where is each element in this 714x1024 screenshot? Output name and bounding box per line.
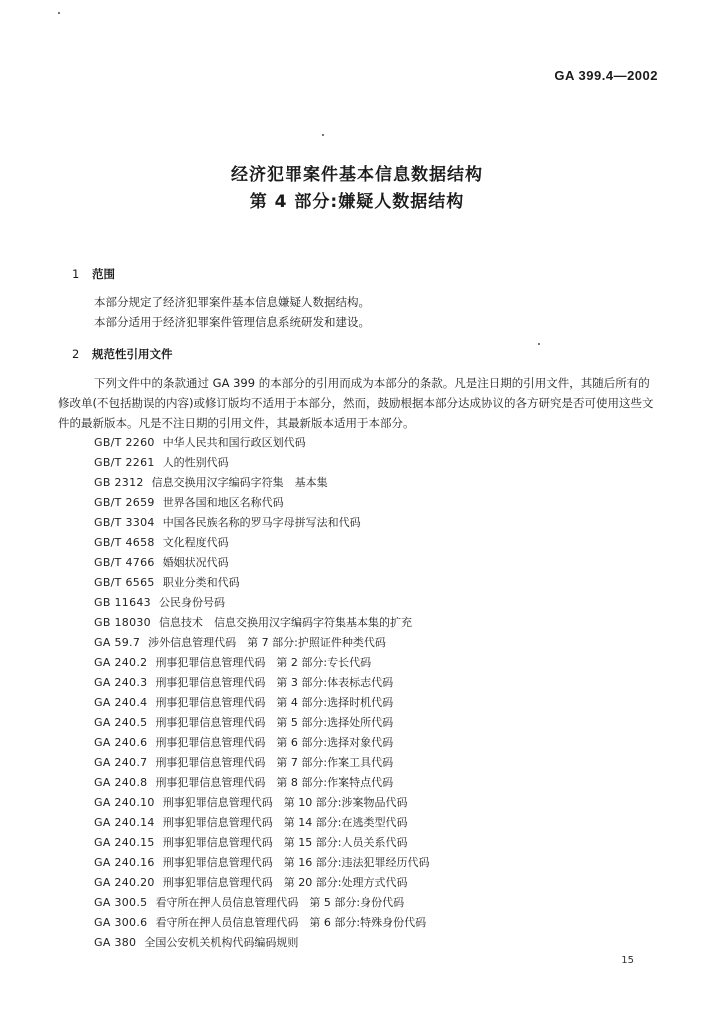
reference-code: GA 240.4: [94, 696, 148, 709]
reference-item: [94, 513, 429, 533]
reference-code: GA 240.15: [94, 836, 155, 849]
reference-code: GB/T 4766: [94, 556, 155, 569]
reference-code: GB/T 2261: [94, 456, 155, 469]
reference-title: 信息交换用汉字编码字符集 基本集: [151, 476, 328, 489]
reference-item: [94, 793, 429, 813]
reference-title: 刑事犯罪信息管理代码 第 15 部分:人员关系代码: [162, 836, 408, 849]
reference-title: 看守所在押人员信息管理代码 第 6 部分:特殊身份代码: [155, 916, 427, 929]
reference-title: 刑事犯罪信息管理代码 第 5 部分:选择处所代码: [155, 716, 394, 729]
reference-item: [94, 713, 429, 733]
reference-title: 刑事犯罪信息管理代码 第 10 部分:涉案物品代码: [162, 796, 408, 809]
reference-code: GA 380: [94, 936, 137, 949]
reference-item: [94, 753, 429, 773]
paragraph: 本部分规定了经济犯罪案件基本信息嫌疑人数据结构。: [94, 295, 370, 309]
reference-item: [94, 773, 429, 793]
reference-code: GB/T 2260: [94, 436, 155, 449]
reference-item: [94, 673, 429, 693]
reference-code: GA 300.5: [94, 896, 148, 909]
standard-code: GA 399.4—2002: [554, 68, 658, 83]
reference-code: GA 240.20: [94, 876, 155, 889]
reference-item: [94, 693, 429, 713]
reference-item: [94, 913, 429, 933]
reference-title: 刑事犯罪信息管理代码 第 14 部分:在逃类型代码: [162, 816, 408, 829]
reference-item: [94, 553, 429, 573]
reference-title: 刑事犯罪信息管理代码 第 4 部分:选择时机代码: [155, 696, 394, 709]
paragraph: 下列文件中的条款通过 GA 399 的本部分的引用而成为本部分的条款。凡是注日期的引用文件，其随后所有的修改单(不包括勘误的内容)或修订版均不适用于本部分，然而，鼓励根据本部分达成协议的各方研究是否可使用这些文件的最新版本。凡是不注日期的引用文件，其最新版本适用于本部分。: [58, 376, 654, 430]
document-title-line1: 经济犯罪案件基本信息数据结构: [231, 165, 483, 185]
reference-item: [94, 653, 429, 673]
reference-code: GA 240.6: [94, 736, 148, 749]
reference-title: 看守所在押人员信息管理代码 第 5 部分:身份代码: [155, 896, 405, 909]
reference-code: GB 11643: [94, 596, 151, 609]
scan-speck: [58, 12, 60, 14]
reference-title: 信息技术 信息交换用汉字编码字符集基本集的扩充: [158, 616, 412, 629]
reference-code: GA 240.2: [94, 656, 148, 669]
reference-title: 刑事犯罪信息管理代码 第 20 部分:处理方式代码: [162, 876, 408, 889]
reference-item: [94, 613, 429, 633]
reference-code: GB/T 6565: [94, 576, 155, 589]
section-references-body: [58, 373, 658, 433]
reference-code: GB/T 4658: [94, 536, 155, 549]
reference-code: GA 240.16: [94, 856, 155, 869]
reference-title: 刑事犯罪信息管理代码 第 8 部分:作案特点代码: [155, 776, 394, 789]
section-scope-body: [58, 292, 658, 332]
reference-title: 刑事犯罪信息管理代码 第 7 部分:作案工具代码: [155, 756, 394, 769]
reference-code: GB/T 2659: [94, 496, 155, 509]
page-number: 15: [621, 955, 634, 966]
reference-item: [94, 473, 429, 493]
reference-code: GB 2312: [94, 476, 144, 489]
reference-item: [94, 733, 429, 753]
reference-code: GB/T 3304: [94, 516, 155, 529]
section-number: 2: [72, 347, 80, 361]
document-title-line2: 第 4 部分:嫌疑人数据结构: [249, 192, 465, 212]
reference-code: GA 300.6: [94, 916, 148, 929]
reference-item: [94, 853, 429, 873]
reference-item: [94, 833, 429, 853]
reference-title: 人的性别代码: [162, 456, 229, 469]
reference-code: GA 240.10: [94, 796, 155, 809]
reference-item: [94, 813, 429, 833]
reference-item: [94, 573, 429, 593]
reference-title: 文化程度代码: [162, 536, 229, 549]
reference-code: GA 240.7: [94, 756, 148, 769]
reference-code: GA 240.3: [94, 676, 148, 689]
reference-title: 全国公安机关机构代码编码规则: [144, 936, 299, 949]
reference-title: 中华人民共和国行政区划代码: [162, 436, 306, 449]
reference-title: 刑事犯罪信息管理代码 第 6 部分:选择对象代码: [155, 736, 394, 749]
reference-code: GB 18030: [94, 616, 151, 629]
reference-code: GA 240.14: [94, 816, 155, 829]
reference-list: [94, 433, 429, 953]
scan-speck: [322, 134, 324, 136]
reference-title: 婚姻状况代码: [162, 556, 229, 569]
section-title: 规范性引用文件: [92, 347, 173, 361]
section-number: 1: [72, 267, 80, 281]
paragraph: 本部分适用于经济犯罪案件管理信息系统研发和建设。: [94, 315, 370, 329]
reference-item: [94, 533, 429, 553]
section-heading-scope: [72, 266, 115, 282]
reference-item: [94, 893, 429, 913]
reference-code: GA 240.8: [94, 776, 148, 789]
reference-title: 世界各国和地区名称代码: [162, 496, 284, 509]
reference-item: [94, 493, 429, 513]
reference-item: [94, 633, 429, 653]
reference-title: 中国各民族名称的罗马字母拼写法和代码: [162, 516, 361, 529]
reference-item: [94, 433, 429, 453]
reference-code: GA 240.5: [94, 716, 148, 729]
reference-title: 刑事犯罪信息管理代码 第 2 部分:专长代码: [155, 656, 372, 669]
section-heading-normative-references: [72, 346, 173, 362]
reference-code: GA 59.7: [94, 636, 141, 649]
reference-item: [94, 453, 429, 473]
reference-item: [94, 593, 429, 613]
reference-title: 公民身份号码: [158, 596, 225, 609]
reference-item: [94, 873, 429, 893]
section-title: 范围: [92, 267, 115, 281]
scan-speck: [538, 343, 540, 345]
reference-title: 职业分类和代码: [162, 576, 240, 589]
reference-item: [94, 933, 429, 953]
reference-title: 刑事犯罪信息管理代码 第 16 部分:违法犯罪经历代码: [162, 856, 430, 869]
reference-title: 涉外信息管理代码 第 7 部分:护照证件种类代码: [148, 636, 386, 649]
reference-title: 刑事犯罪信息管理代码 第 3 部分:体表标志代码: [155, 676, 394, 689]
